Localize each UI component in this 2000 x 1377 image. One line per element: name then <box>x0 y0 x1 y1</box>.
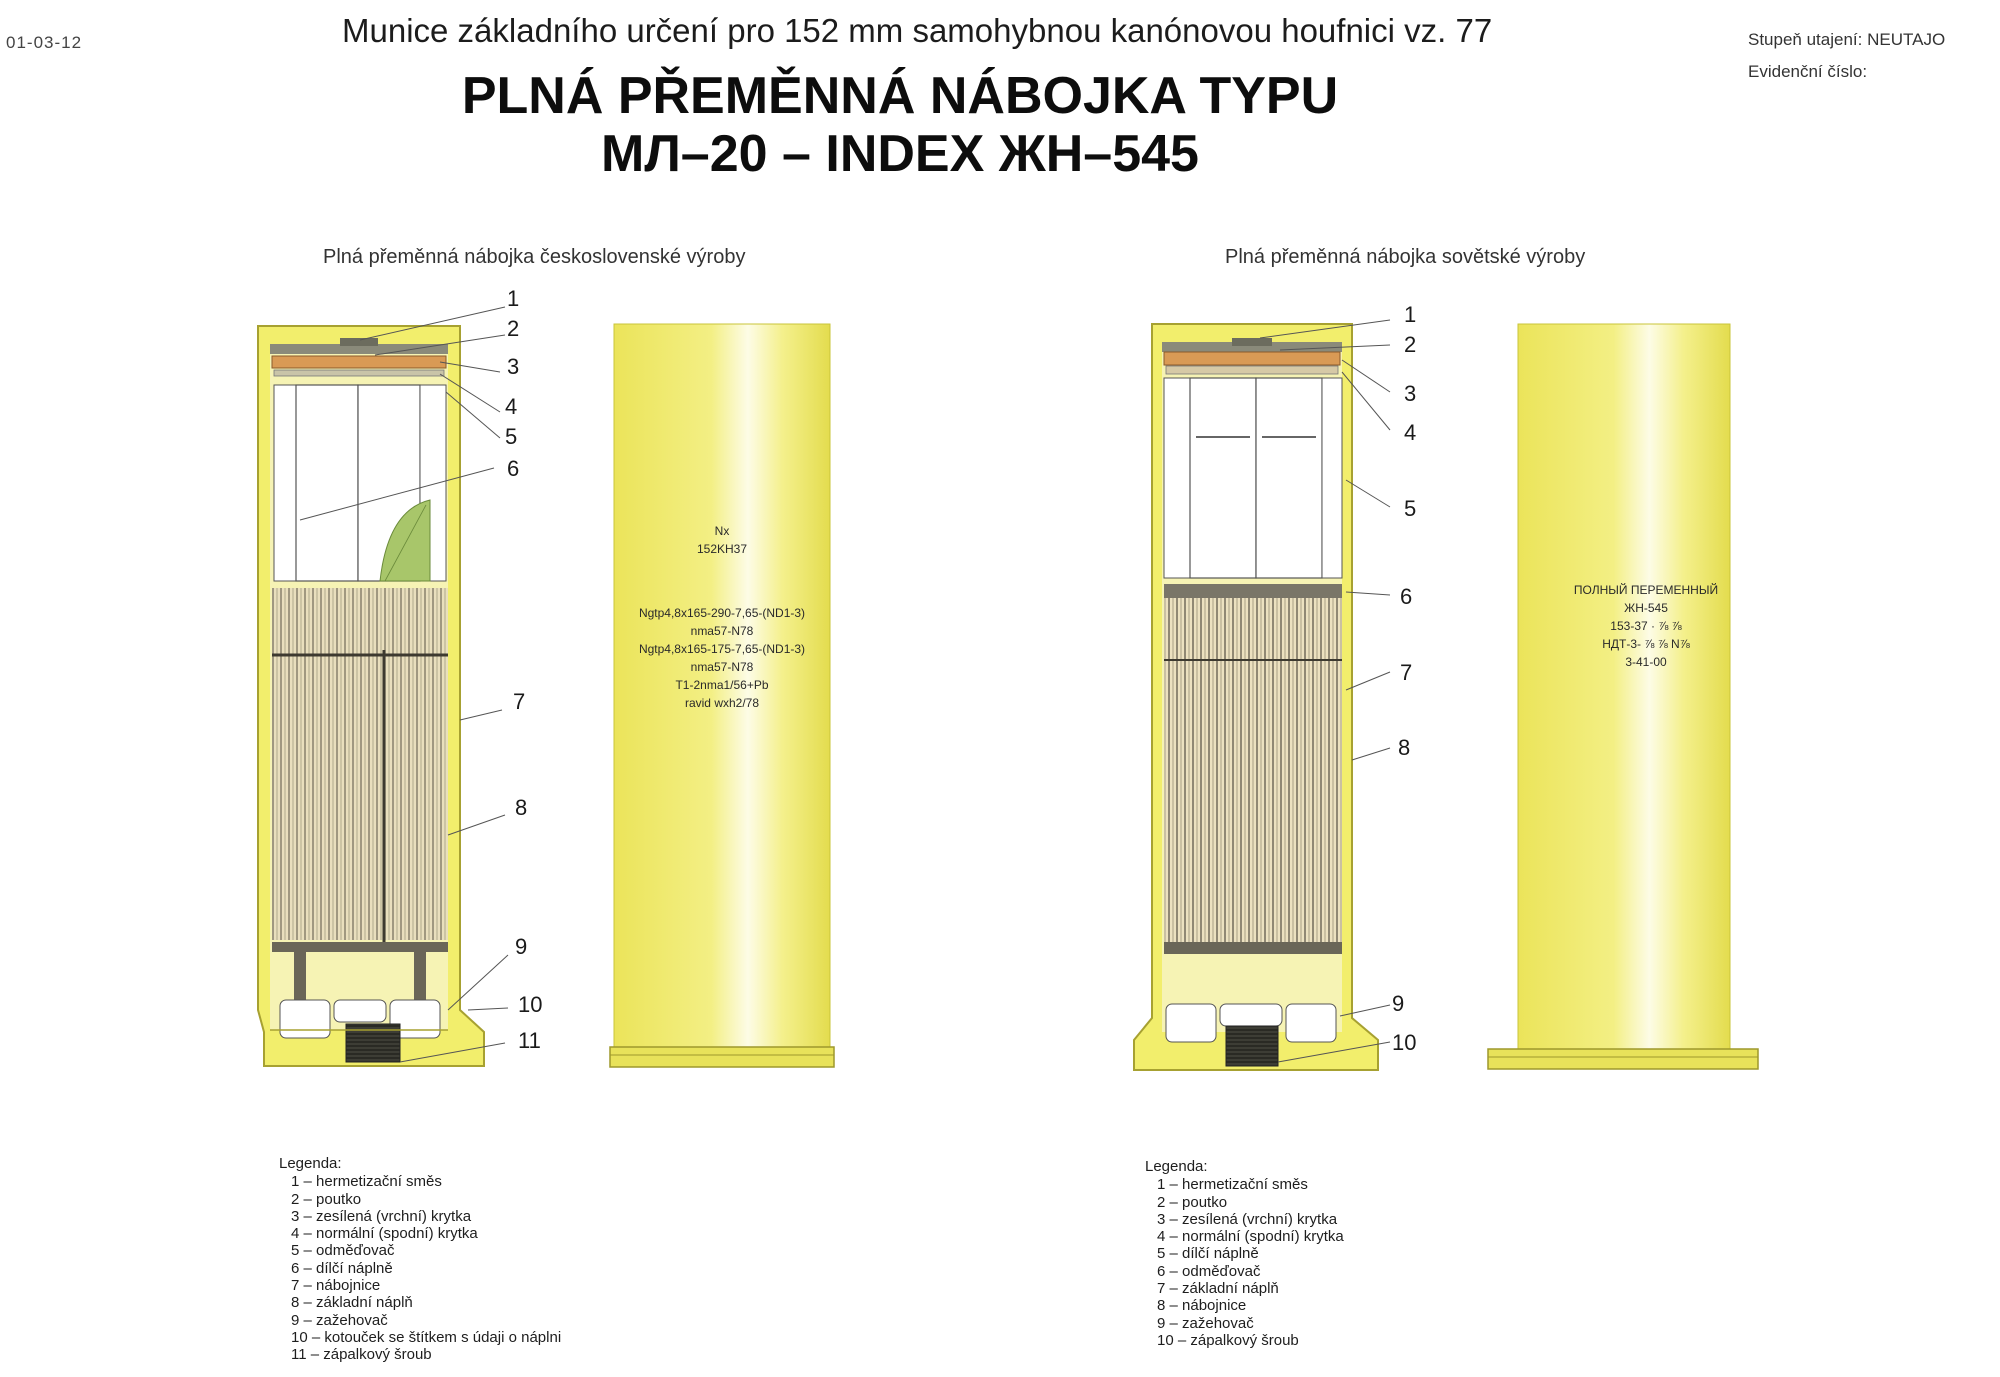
right-main-charge <box>1164 598 1342 942</box>
right-callout-6: 6 <box>1400 584 1413 609</box>
left-legend-item: 10 – kotouček se štítkem s údaji o náplni <box>291 1328 562 1346</box>
right-marking-line-3: 153-37 · ⅞ ⅞ <box>1610 619 1682 633</box>
left-legend-item: 5 – odměďovač <box>291 1242 395 1260</box>
left-reinforced-cover <box>272 356 446 368</box>
right-legend-title: Legenda: <box>1145 1158 1208 1175</box>
right-igniter <box>1164 942 1342 954</box>
right-callout-10: 10 <box>1392 1030 1417 1055</box>
right-legend-item: 8 – nábojnice <box>1157 1297 1247 1315</box>
left-legend-title: Legenda: <box>279 1155 342 1172</box>
right-decoppering-foil <box>1164 584 1342 598</box>
right-marking-line-2: ЖН-545 <box>1624 601 1668 615</box>
left-legend-item: 7 – nábojnice <box>291 1277 381 1295</box>
left-section-caption: Plná přeměnná nábojka československé výroby <box>323 246 746 268</box>
right-legend-item: 6 – odměďovač <box>1157 1262 1261 1280</box>
left-legend-item: 9 – zažehovač <box>291 1311 388 1329</box>
left-marking-line-2: 152KH37 <box>696 542 748 556</box>
right-legend-item: 1 – hermetizační směs <box>1157 1176 1308 1194</box>
right-partial-charges <box>1164 378 1342 578</box>
right-reinforced-cover <box>1164 352 1340 365</box>
left-igniter <box>272 942 448 952</box>
record-number-label: Evidenční číslo: <box>1748 62 1868 81</box>
right-callout-8: 8 <box>1398 735 1411 760</box>
right-section-caption: Plná přeměnná nábojka sovětské výroby <box>1225 246 1586 268</box>
right-marking-line-1: ПОЛНЫЙ ПЕРЕМЕННЫЙ <box>1573 583 1719 597</box>
left-marking-line-7: nma57-N78 <box>690 660 754 674</box>
right-cutaway-cartridge <box>1134 324 1378 1070</box>
left-marking-line-5: nma57-N78 <box>690 624 754 638</box>
right-loop <box>1232 338 1272 346</box>
left-callout-9: 9 <box>515 934 528 959</box>
document-code: 01-03-12 <box>6 33 83 52</box>
left-callout-6: 6 <box>507 456 520 481</box>
left-marking-line-8: T1-2nma1/56+Pb <box>675 678 769 692</box>
left-legend-item: 6 – dílčí náplně <box>291 1259 393 1277</box>
right-exterior-case <box>1488 324 1758 1069</box>
left-marking-line-9: ravid wxh2/78 <box>684 696 760 710</box>
page-title-line-2: МЛ–20 – INDEX ЖН–545 <box>601 125 1199 183</box>
left-legend-item: 8 – základní náplň <box>291 1294 413 1312</box>
left-marking-line-4: Ngtp4,8x165-290-7,65-(ND1-3) <box>638 606 806 620</box>
right-legend-item: 4 – normální (spodní) krytka <box>1157 1228 1344 1246</box>
left-callout-10: 10 <box>518 992 543 1017</box>
classification-label: Stupeň utajení: NEUTAJO <box>1748 30 1946 49</box>
right-callout-numbers <box>1392 302 1416 1055</box>
right-legend-item: 10 – zápalkový šroub <box>1157 1331 1299 1349</box>
page-title-line-1: PLNÁ PŘEMĚNNÁ NÁBOJKA TYPU <box>461 67 1339 125</box>
left-legend-item: 2 – poutko <box>291 1190 362 1208</box>
left-callout-4: 4 <box>505 394 518 419</box>
left-callout-3: 3 <box>507 354 520 379</box>
left-legend-item: 1 – hermetizační směs <box>291 1173 442 1191</box>
right-legend-item: 5 – dílčí náplně <box>1157 1245 1259 1263</box>
right-marking-line-5: 3-41-00 <box>1625 655 1667 669</box>
right-legend-item: 3 – zesílená (vrchní) krytka <box>1157 1210 1338 1228</box>
left-legend-item: 11 – zápalkový šroub <box>291 1346 432 1364</box>
left-callout-1: 1 <box>507 286 520 311</box>
left-legend-item: 3 – zesílená (vrchní) krytka <box>291 1207 472 1225</box>
left-main-charge <box>272 588 448 940</box>
left-cutaway-cartridge <box>258 326 484 1066</box>
right-normal-cover <box>1166 366 1338 374</box>
left-marking-line-1: Nx <box>714 524 730 538</box>
left-callout-7: 7 <box>513 689 526 714</box>
right-callout-2: 2 <box>1404 332 1417 357</box>
left-legend <box>279 1155 561 1364</box>
right-callout-1: 1 <box>1404 302 1417 327</box>
left-callout-5: 5 <box>505 424 518 449</box>
left-callout-numbers <box>505 286 542 1053</box>
right-callout-3: 3 <box>1404 381 1417 406</box>
right-legend <box>1145 1158 1344 1349</box>
right-callout-7: 7 <box>1400 660 1413 685</box>
left-callout-8: 8 <box>515 795 528 820</box>
left-partial-charges <box>274 385 446 581</box>
right-legend-item: 7 – základní náplň <box>1157 1280 1279 1298</box>
right-callout-5: 5 <box>1404 496 1417 521</box>
right-callout-4: 4 <box>1404 420 1417 445</box>
left-loop <box>340 338 378 346</box>
right-marking-line-4: НДТ-3- ⅞ ⅞ N⅞ <box>1602 637 1690 651</box>
left-callout-2: 2 <box>507 316 520 341</box>
left-legend-item: 4 – normální (spodní) krytka <box>291 1225 478 1243</box>
right-legend-item: 2 – poutko <box>1157 1193 1228 1211</box>
left-exterior-case <box>610 324 834 1067</box>
document-subtitle: Munice základního určení pro 152 mm samohybnou kanónovou houfnici vz. 77 <box>342 12 1493 49</box>
left-normal-cover <box>274 370 444 376</box>
left-callout-11: 11 <box>518 1028 541 1053</box>
right-callout-9: 9 <box>1392 991 1405 1016</box>
right-primer-screw <box>1226 1026 1278 1066</box>
left-marking-line-6: Ngtp4,8x165-175-7,65-(ND1-3) <box>638 642 806 656</box>
right-legend-item: 9 – zažehovač <box>1157 1314 1254 1332</box>
